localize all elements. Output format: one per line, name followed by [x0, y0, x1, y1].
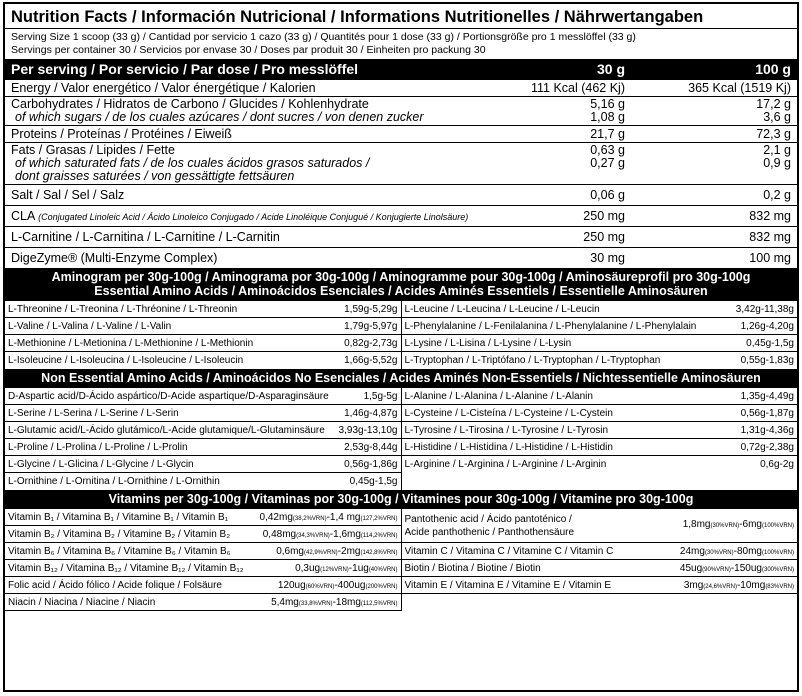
amino-value: 3,42g-11,38g	[735, 304, 794, 315]
amino-value: 1,59g-5,29g	[344, 304, 398, 315]
nutrient-name: Fats / Grasas / Lipides / Fette	[11, 144, 175, 157]
servings-per-container: Servings per container 30 / Servicios por envase 30 / Doses par produit 30 / Einheiten pro packung 30	[11, 44, 486, 56]
nutrient-value-30g: 1,08 g	[590, 110, 625, 124]
nutrient-value-30g: 21,7 g	[590, 127, 625, 141]
nutrient-subname: dont graisses saturées / von gessättigte fettsäuren	[15, 169, 295, 183]
nutrient-value-100g: 832 mg	[749, 209, 791, 223]
amino-name: L-Arginine / L-Arginina / L-Arginine / L-Arginin	[404, 459, 607, 470]
amino-name: L-Threonine / L-Treonina / L-Thréonine / L-Threonin	[8, 304, 238, 315]
vitamin-nrv-100g: (112,5%VRN)	[360, 601, 398, 607]
amino-row	[5, 335, 401, 352]
nutrient-row-proteins	[5, 125, 797, 142]
nutrient-row-salt	[5, 184, 797, 205]
nonessential-title: Non Essential Amino Acids / Aminoácidos No Esenciales / Acides Aminés Non-Essentiels / Nichtessentielle Aminosäuren	[41, 371, 761, 385]
vitamin-amount-100g: -1ug	[348, 563, 369, 574]
vitamin-amount-30g: 120ug	[277, 580, 306, 591]
vitamins-right-column	[401, 509, 798, 611]
nutrient-subname: (Conjugated Linoleic Acid / Ácido Linoleico Conjugado / Acide Linoléique Conjugué / Konjugierte Linolsäure)	[38, 212, 469, 222]
essential-title: Essential Amino Acids / Aminoácidos Esenciales / Acides Aminés Essentiels / Essentielle Aminosäuren	[94, 284, 708, 298]
amino-row	[5, 388, 401, 405]
nutrient-subname: of which saturated fats / de los cuales ácidos grasos saturados /	[15, 156, 370, 170]
header-col-100g: 100 g	[755, 61, 791, 77]
amino-value: 1,5g-5g	[363, 391, 398, 402]
serving-size: Serving Size 1 scoop (33 g) / Cantidad por servicio 1 cazo (33 g) / Quantités pour 1 dose (33 g) / Portionsgröße pro 1 messlöffel (33 g)	[11, 31, 636, 43]
vitamin-nrv-30g: (60%VRN)	[305, 584, 335, 590]
vitamins-header	[5, 490, 797, 508]
vitamin-amount-100g: -2mg	[337, 546, 361, 557]
vitamin-nrv-100g: (300%VRN)	[761, 567, 794, 573]
vitamin-row	[402, 560, 798, 577]
nutrient-value-30g: 250 mg	[583, 209, 625, 223]
vitamin-name: Folic acid / Ácido fólico / Acide folique / Folsäure	[8, 580, 222, 591]
nutrient-value-30g: 0,63 g	[590, 143, 625, 157]
vitamin-nrv-30g: (30%VRN)	[704, 550, 734, 556]
amino-value: 0,55g-1,83g	[740, 355, 794, 366]
vitamin-amount-100g: -1,4 mg	[326, 512, 361, 523]
vitamin-amount-100g: -10mg	[736, 580, 766, 591]
nutrient-value-100g: 72,3 g	[756, 127, 791, 141]
amino-value: 1,66g-5,52g	[344, 355, 398, 366]
amino-name: L-Alanine / L-Alanina / L-Alanine / L-Alanin	[404, 391, 593, 402]
amino-name: L-Glutamic acid/L-Ácido glutámico/L-Acide glutamique/L-Glutaminsäure	[8, 425, 325, 436]
aminogram-title: Aminogram per 30g-100g / Aminograma por 30g-100g / Aminogramme pour 30g-100g / Aminosäureprofil pro 30g-100g	[51, 270, 751, 284]
vitamin-nrv-100g: (100%VRN)	[761, 550, 794, 556]
aminogram-header	[5, 268, 797, 300]
vitamin-amount-30g: 5,4mg	[271, 597, 299, 608]
vitamin-nrv-100g: (200%VRN)	[365, 584, 398, 590]
amino-row	[402, 405, 798, 422]
nutrient-row-energy	[5, 79, 797, 96]
nutrient-name: Proteins / Proteínas / Protéines / Eiweiß	[11, 127, 232, 141]
amino-value: 0,72g-2,38g	[740, 442, 794, 453]
vitamin-amount-30g: 3mg	[683, 580, 704, 591]
amino-row	[5, 301, 401, 318]
vitamin-row	[5, 560, 401, 577]
vitamin-name-line: Pantothenic acid / Ácido pantoténico /	[404, 513, 572, 525]
vitamin-name: Vitamin B₁ / Vitamina B₁ / Vitamine B₁ / Vitamin B₁	[8, 512, 229, 523]
serving-info	[5, 28, 797, 59]
amino-name: L-Isoleucine / L-Isoleucina / L-Isoleucine / L-Isoleucin	[8, 355, 244, 366]
nonessential-left-column	[5, 388, 401, 490]
amino-name: L-Proline / L-Prolina / L-Proline / L-Prolin	[8, 442, 188, 453]
vitamin-name: Vitamin B₂ / Vitamina B₂ / Vitamine B₂ / Vitamin B₂	[8, 529, 231, 540]
nutrient-value-100g: 832 mg	[749, 230, 791, 244]
nutrient-value-100g: 365 Kcal (1519 Kj)	[688, 81, 791, 95]
amino-name: L-Tryptophan / L-Triptófano / L-Tryptophan / L-Tryptophan	[404, 355, 661, 366]
vitamin-nrv-30g: (30%VRN)	[710, 523, 740, 529]
vitamin-amount-30g: 0,3ug	[295, 563, 321, 574]
vitamin-row	[5, 543, 401, 560]
amino-value: 1,31g-4,36g	[740, 425, 794, 436]
amino-name: L-Tyrosine / L-Tirosina / L-Tyrosine / L-Tyrosin	[404, 425, 609, 436]
vitamin-row	[5, 509, 401, 526]
nonessential-right-column	[401, 388, 798, 490]
amino-name: L-Methionine / L-Metionina / L-Methionine / L-Methionin	[8, 338, 254, 349]
header-col-30g: 30 g	[596, 61, 625, 77]
per-serving-header	[5, 59, 797, 79]
vitamin-nrv-30g: (42,9%VRN)	[304, 550, 338, 556]
nutrient-value-30g: 5,16 g	[590, 97, 625, 111]
vitamin-nrv-30g: (90%VRN)	[702, 567, 731, 573]
amino-name: L-Histidine / L-Histidina / L-Histidine / L-Histidin	[404, 442, 613, 453]
amino-name: L-Lysine / L-Lisina / L-Lysine / L-Lysin	[404, 338, 572, 349]
vitamin-value	[684, 577, 794, 593]
nutrient-value-100g: 2,1 g	[763, 143, 791, 157]
vitamin-amount-30g: 45ug	[679, 563, 703, 574]
nutrient-name: DigeZyme® (Multi-Enzyme Complex)	[11, 251, 218, 265]
amino-value: 0,45g-1,5g	[349, 476, 398, 487]
label-title: Nutrition Facts / Información Nutricional / Informations Nutritionelles / Nährwertangaben	[11, 8, 704, 26]
vitamin-name-line: Acide panthothenic / Panthothensäure	[404, 526, 575, 538]
nutrition-label	[3, 2, 799, 692]
vitamin-amount-100g: -6mg	[739, 519, 762, 530]
amino-row	[402, 352, 798, 369]
nutrient-value-30g: 0,27 g	[590, 156, 625, 170]
nutrient-row-digezyme	[5, 247, 797, 268]
vitamin-amount-100g: -400ug	[334, 580, 366, 591]
amino-name: L-Ornithine / L-Ornitina / L-Ornithine / L-Ornithin	[8, 476, 220, 487]
vitamin-nrv-30g: (33,8%VRN)	[298, 601, 333, 607]
vitamin-value	[263, 526, 398, 542]
nutrient-value-30g: 111 Kcal (462 Kj)	[530, 81, 625, 95]
vitamin-row	[402, 543, 798, 560]
nonessential-header	[5, 369, 797, 387]
vitamin-name: Niacin / Niacina / Niacine / Niacin	[8, 597, 156, 608]
nutrient-value-100g: 0,9 g	[763, 156, 791, 170]
nutrient-value-100g: 3,6 g	[763, 110, 791, 124]
amino-value: 0,6g-2g	[760, 459, 794, 470]
vitamins-left-column	[5, 509, 401, 611]
amino-row	[5, 352, 401, 369]
vitamin-name: Biotin / Biotina / Biotine / Biotin	[404, 563, 541, 574]
nutrient-name: Salt / Sal / Sel / Salz	[11, 188, 125, 202]
vitamin-name: Vitamin E / Vitamina E / Vitamine E / Vitamin E	[404, 580, 612, 591]
amino-value: 0,56g-1,86g	[344, 459, 398, 470]
amino-value: 3,93g-13,10g	[338, 425, 398, 436]
nutrient-name: L-Carnitine / L-Carnitina / L-Carnitine / L-Carnitin	[11, 230, 280, 244]
vitamin-nrv-100g: (83%VRN)	[765, 584, 794, 590]
vitamin-nrv-30g: (24,6%VRN)	[703, 584, 737, 590]
nutrient-value-100g: 17,2 g	[756, 97, 791, 111]
nutrient-row-carbohydrates	[5, 96, 797, 125]
amino-row	[5, 405, 401, 422]
vitamin-nrv-100g: (142,8%VRN)	[360, 550, 398, 556]
vitamin-nrv-30g: (34,3%VRN)	[296, 533, 330, 539]
nutrient-row-carnitine	[5, 226, 797, 247]
amino-value: 1,79g-5,97g	[344, 321, 398, 332]
nutrient-value-100g: 0,2 g	[763, 188, 791, 202]
vitamin-name: Vitamin C / Vitamina C / Vitamine C / Vitamin C	[404, 546, 614, 557]
amino-name: L-Leucine / L-Leucina / L-Leucine / L-Leucin	[404, 304, 600, 315]
amino-value: 1,26g-4,20g	[740, 321, 794, 332]
vitamin-value	[271, 594, 397, 610]
amino-row	[402, 388, 798, 405]
vitamin-nrv-100g: (114,2%VRN)	[360, 533, 398, 539]
vitamin-nrv-100g: (100%VRN)	[761, 523, 794, 529]
nutrient-name: Energy / Valor energético / Valor énergétique / Kalorien	[11, 81, 316, 95]
vitamin-amount-30g: 0,48mg	[262, 529, 297, 540]
vitamins-table	[5, 508, 797, 611]
amino-value: 1,46g-4,87g	[344, 408, 398, 419]
amino-row	[5, 318, 401, 335]
vitamin-nrv-30g: (12%VRN)	[320, 567, 349, 573]
vitamin-value	[680, 560, 794, 576]
vitamin-amount-100g: -80mg	[733, 546, 762, 557]
amino-name: L-Glycine / L-Glicina / L-Glycine / L-Glycin	[8, 459, 194, 470]
vitamin-value	[276, 543, 397, 559]
amino-name: L-Valine / L-Valina / L-Valine / L-Valin	[8, 321, 172, 332]
vitamin-amount-100g: -18mg	[332, 597, 361, 608]
nutrient-value-100g: 100 mg	[749, 251, 791, 265]
nutrient-name: Carbohydrates / Hidratos de Carbono / Glucides / Kohlenhydrate	[11, 98, 369, 111]
vitamin-name: Vitamin B₆ / Vitamina B₆ / Vitamine B₆ / Vitamin B₆	[8, 546, 231, 557]
amino-value: 0,45g-1,5g	[746, 338, 794, 349]
essential-right-column	[401, 301, 798, 369]
vitamin-amount-30g: 1,8mg	[682, 519, 711, 530]
vitamin-amount-30g: 0,42mg	[259, 512, 293, 523]
amino-value: 0,82g-2,73g	[344, 338, 398, 349]
vitamin-amount-100g: -1,6mg	[329, 529, 361, 540]
amino-row	[402, 456, 798, 473]
nonessential-amino-table	[5, 387, 797, 490]
vitamin-name	[405, 513, 683, 539]
vitamin-row	[402, 509, 798, 543]
nutrient-subname: of which sugars / de los cuales azúcares / dont sucres / von denen zucker	[15, 110, 424, 124]
essential-left-column	[5, 301, 401, 369]
vitamin-amount-100g: -150ug	[730, 563, 762, 574]
vitamin-row	[5, 577, 401, 594]
vitamin-row	[5, 594, 401, 611]
vitamin-value	[683, 519, 794, 532]
amino-value: 2,53g-8,44g	[344, 442, 398, 453]
nutrient-row-fats	[5, 142, 797, 184]
amino-row	[5, 456, 401, 473]
vitamin-nrv-100g: (127,2%VRN)	[360, 516, 398, 522]
nutrient-value-30g: 250 mg	[583, 230, 625, 244]
amino-row	[5, 439, 401, 456]
amino-value: 0,56g-1,87g	[740, 408, 794, 419]
vitamin-value	[260, 509, 398, 525]
vitamin-value	[278, 577, 398, 593]
header-label: Per serving / Por servicio / Par dose / Pro messlöffel	[11, 61, 359, 77]
nutrient-row-cla	[5, 205, 797, 226]
amino-row	[402, 335, 798, 352]
vitamin-nrv-30g: (38,2%VRN)	[292, 516, 327, 522]
amino-name: L-Serine / L-Serina / L-Serine / L-Serin	[8, 408, 179, 419]
nutrient-value-30g: 0,06 g	[590, 188, 625, 202]
amino-row	[5, 473, 401, 490]
vitamin-name: Vitamin B₁₂ / Vitamina B₁₂ / Vitamine B₁₂ / Vitamin B₁₂	[8, 563, 244, 574]
amino-name: L-Phenylalanine / L-Fenilalanina / L-Phenylalanine / L-Phenylalain	[404, 321, 697, 332]
vitamin-row	[402, 577, 798, 594]
vitamin-amount-30g: 24mg	[679, 546, 705, 557]
vitamins-title: Vitamins per 30g-100g / Vitaminas por 30g-100g / Vitamines pour 30g-100g / Vitamine pro 30g-100g	[108, 492, 694, 506]
vitamin-row	[5, 526, 401, 543]
nutrient-name: CLA	[11, 209, 35, 223]
essential-amino-table	[5, 300, 797, 369]
amino-row	[402, 439, 798, 456]
amino-name: L-Cysteine / L-Cisteína / L-Cysteine / L-Cystein	[404, 408, 613, 419]
vitamin-amount-30g: 0,6mg	[276, 546, 304, 557]
amino-row	[402, 318, 798, 335]
amino-row	[402, 301, 798, 318]
amino-value: 1,35g-4,49g	[740, 391, 794, 402]
vitamin-value	[295, 560, 397, 576]
amino-row	[5, 422, 401, 439]
vitamin-value	[680, 543, 794, 559]
nutrient-value-30g: 30 mg	[590, 251, 625, 265]
amino-name: D-Aspartic acid/D-Ácido aspártico/D-Acide aspartique/D-Asparaginsäure	[8, 391, 329, 402]
amino-row	[402, 422, 798, 439]
vitamin-nrv-100g: (40%VRN)	[368, 567, 398, 573]
